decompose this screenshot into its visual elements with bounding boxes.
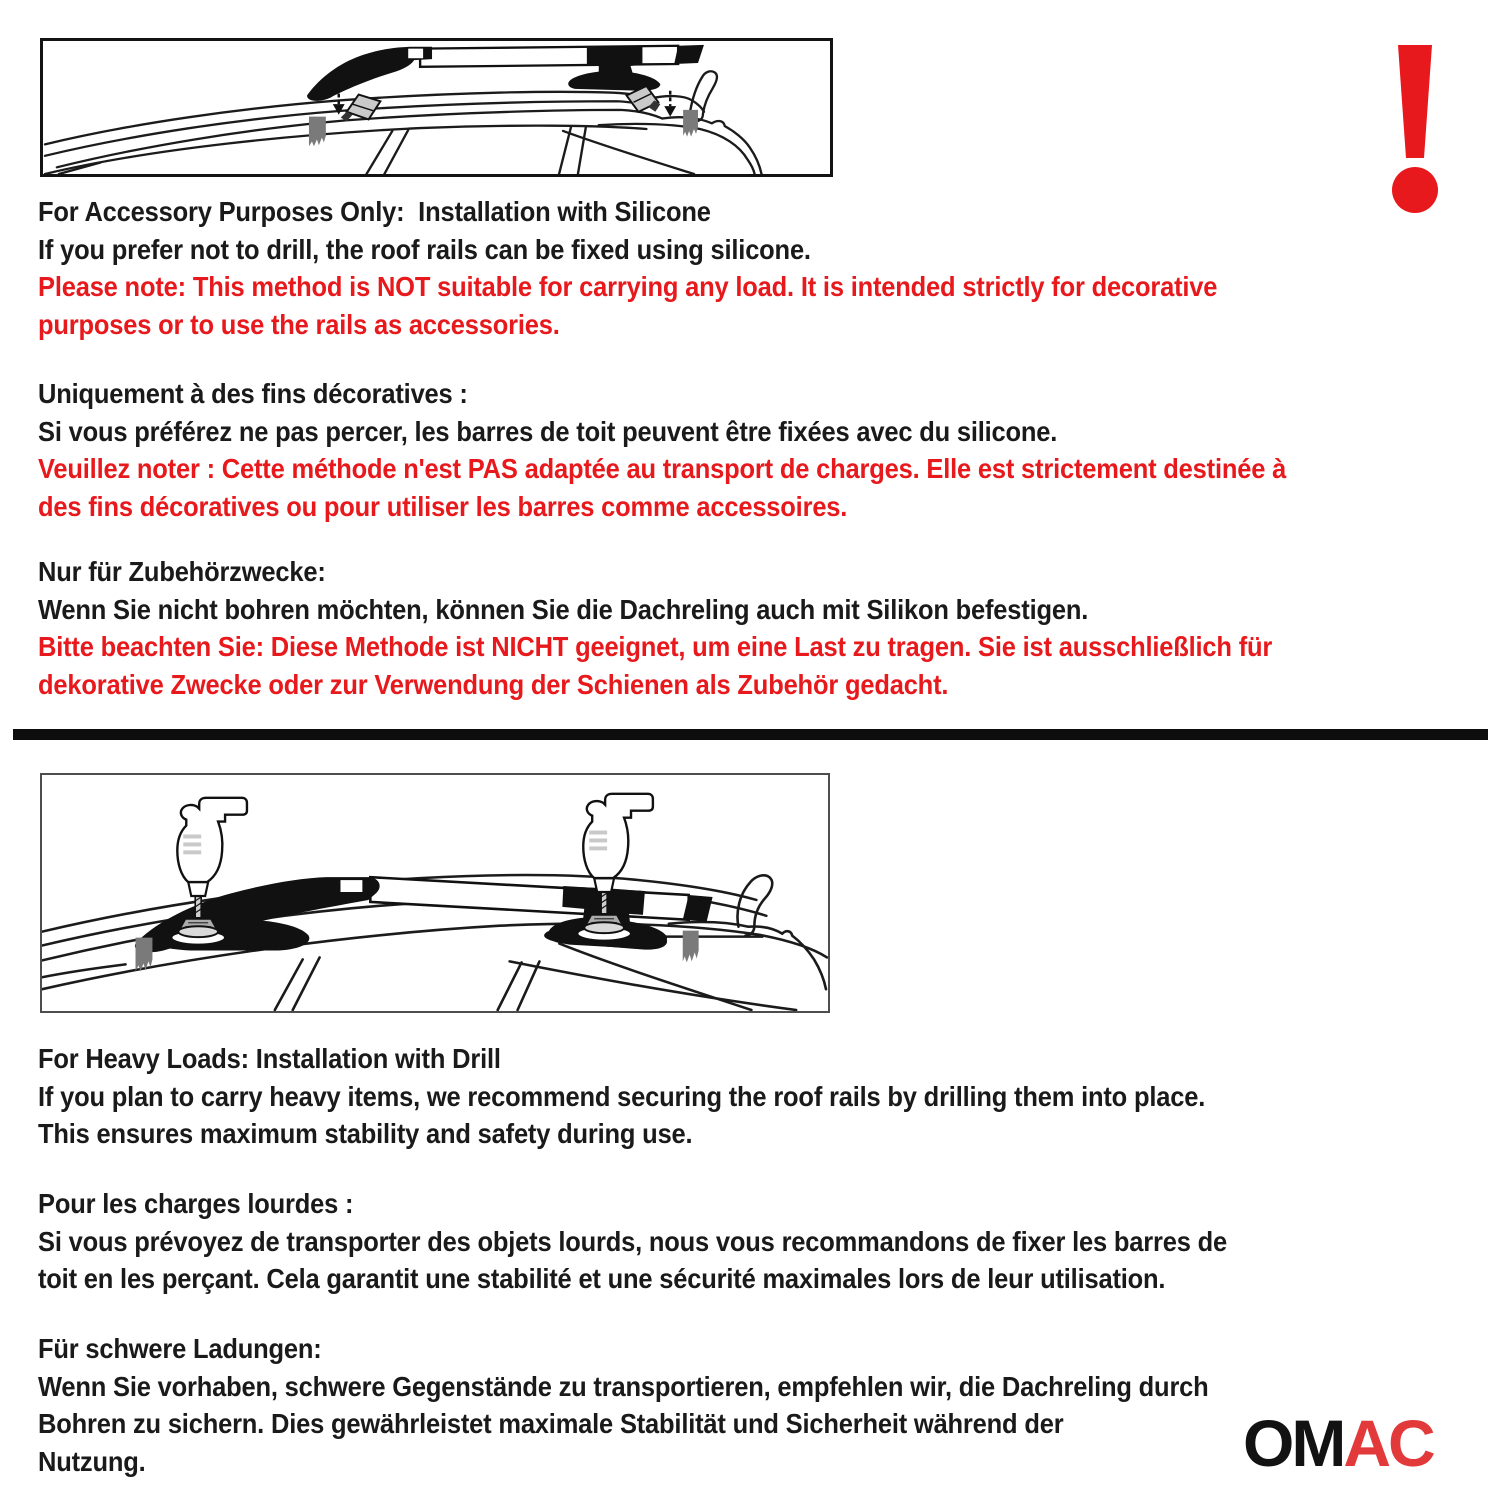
body-line: This ensures maximum stability and safety during use. (38, 1118, 693, 1149)
apply-arrow-rear (664, 91, 676, 117)
text-block-fr-drill (38, 1185, 1488, 1298)
body-line: toit en les perçant. Cela garantit une stabilité et une sécurité maximales lors de leur utilisation. (38, 1263, 1166, 1294)
body-line: Wenn Sie nicht bohren möchten, können Sie die Dachreling auch mit Silikon befestigen. (38, 593, 1089, 625)
silicone-installation-illustration (40, 38, 833, 177)
warning-line: Bitte beachten Sie: Diese Methode ist NICHT geeignet, um eine Last zu tragen. Sie ist ausschließlich für (38, 631, 1273, 662)
body-line: If you prefer not to drill, the roof rails can be fixed using silicone. (38, 233, 811, 265)
warning-line: purposes or to use the rails as accessories. (38, 308, 560, 340)
body-line: Nutzung. (38, 1445, 146, 1477)
car-roof-drill-drawing (42, 775, 828, 1011)
heading-en-silicone: For Accessory Purposes Only: Installation with Silicone (38, 196, 711, 227)
warning-line: dekorative Zwecke oder zur Verwendung der Schienen als Zubehör gedacht. (38, 668, 949, 700)
warning-line: Please note: This method is NOT suitable for carrying any load. It is intended strictly for decorative (38, 271, 1218, 302)
car-roof-silicone-drawing (43, 41, 830, 174)
body-line: Bohren zu sichern. Dies gewährleistet maximale Stabilität und Sicherheit während der (38, 1408, 1064, 1439)
body-line: Si vous prévoyez de transporter des objets lourds, nous vous recommandons de fixer les barres de (38, 1225, 1227, 1257)
omac-logo-black-letters: OM (1243, 1406, 1344, 1480)
rail-end-cap (674, 45, 704, 64)
heading-fr-drill: Pour les charges lourdes : (38, 1188, 354, 1219)
warning-line: Veuillez noter : Cette méthode n'est PAS adaptée au transport de charges. Elle est strictement destinée à (38, 453, 1287, 484)
tape-marker-rear (683, 931, 699, 963)
heading-en-drill: For Heavy Loads: Installation with Drill (38, 1043, 501, 1074)
text-block-en-drill (38, 1040, 1488, 1153)
warning-line: des fins décoratives ou pour utiliser les barres comme accessoires. (38, 490, 848, 522)
heading-fr-silicone: Uniquement à des fins décoratives : (38, 378, 468, 409)
section-divider (13, 729, 1488, 740)
text-block-en-silicone (38, 193, 1488, 343)
body-line: If you plan to carry heavy items, we recommend securing the roof rails by drilling them into place. (38, 1080, 1206, 1112)
heading-de-drill: Für schwere Ladungen: (38, 1333, 322, 1364)
body-line: Si vous préférez ne pas percer, les barres de toit peuvent être fixées avec du silicone. (38, 415, 1058, 447)
text-block-de-silicone (38, 553, 1488, 703)
heading-de-silicone: Nur für Zubehörzwecke: (38, 556, 326, 587)
tape-marker-front (309, 117, 326, 147)
body-line: Wenn Sie vorhaben, schwere Gegenstände zu transportieren, empfehlen wir, die Dachreling durch (38, 1370, 1209, 1402)
omac-logo (1243, 1408, 1433, 1478)
tape-marker-rear (683, 110, 698, 137)
omac-logo-red-letters: AC (1343, 1406, 1433, 1480)
text-block-fr-silicone (38, 375, 1488, 525)
drill-installation-illustration (40, 773, 830, 1013)
